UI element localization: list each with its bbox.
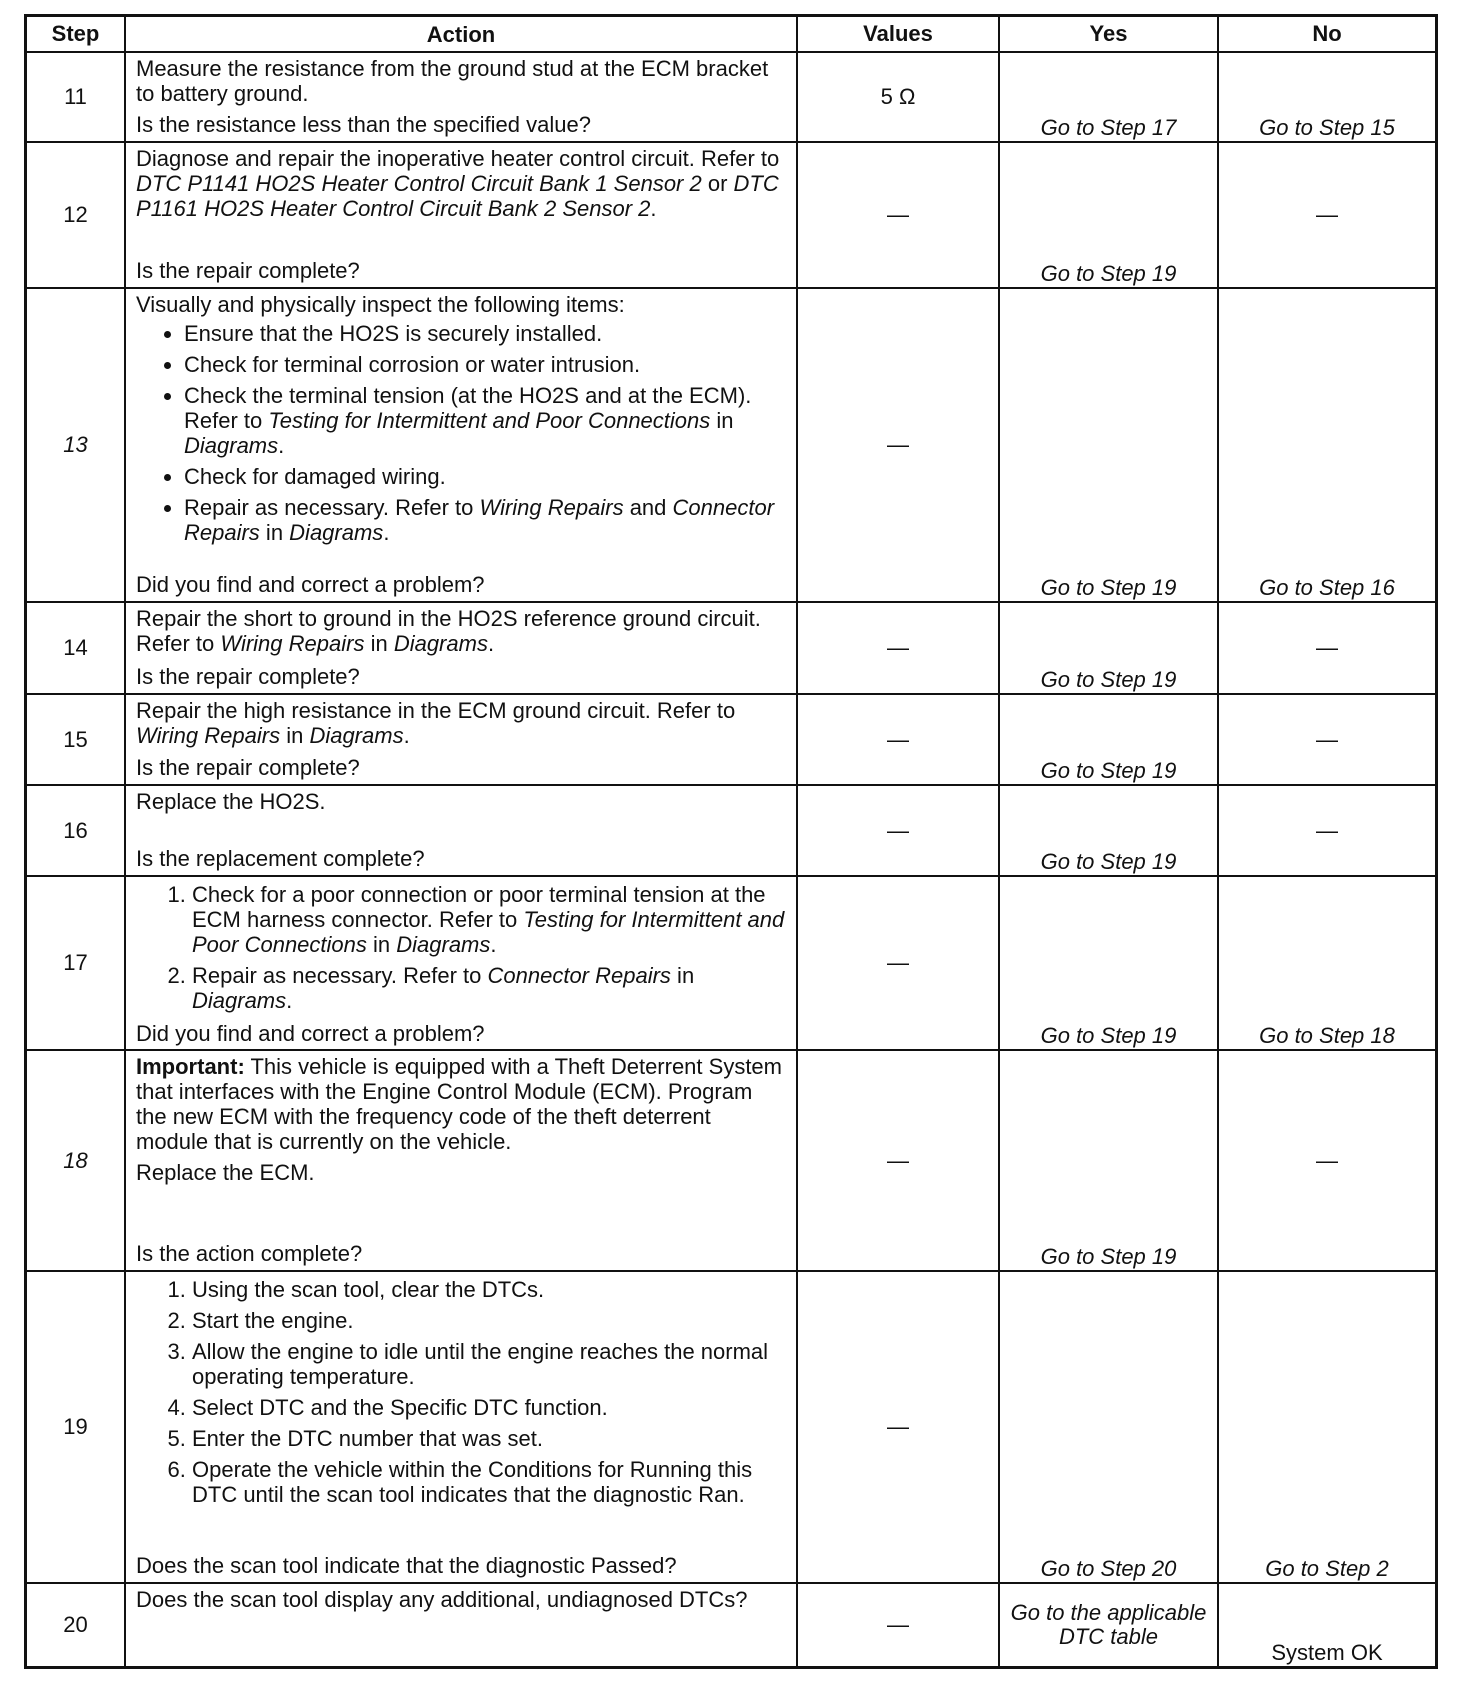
no-cell: System OK [1218,1583,1437,1668]
reference-link: Wiring Repairs [136,723,281,748]
yes-cell: Go to Step 17 [999,52,1218,142]
list-item: • Repair as necessary. Refer to Wiring Repairs and Connector Repairs in Diagrams. [184,495,786,545]
list-item: 4. Select DTC and the Specific DTC function. [192,1395,786,1420]
values-cell: — [797,694,999,785]
step-number: 12 [26,142,126,288]
reference-link: Connector Repairs [487,963,671,988]
table-row [26,288,1437,602]
step-number: 15 [26,694,126,785]
list-item: 3. Allow the engine to idle until the engine reaches the normal operating temperature. [192,1339,786,1389]
yes-cell: Go to Step 19 [999,876,1218,1050]
list-item: • Ensure that the HO2S is securely installed. [184,321,786,346]
action-question: Is the repair complete? [136,755,360,780]
reference-link: DTC P1141 HO2S Heater Control Circuit Bank 1 Sensor 2 [136,171,702,196]
step-number: 14 [26,602,126,694]
action-cell [125,288,797,602]
yes-cell: Go to Step 19 [999,1050,1218,1271]
action-cell [125,785,797,876]
table-row [26,1050,1437,1271]
step-number: 11 [26,52,126,142]
table-row [26,785,1437,876]
list-item: • Check for terminal corrosion or water intrusion. [184,352,786,377]
action-question: Did you find and correct a problem? [136,1021,485,1046]
values-cell: — [797,1050,999,1271]
action-cell [125,1050,797,1271]
step-number: 18 [26,1050,126,1271]
reference-link: Diagrams [309,723,404,748]
procedure-list [136,1277,786,1507]
header-no: No [1218,16,1437,53]
action-question: Is the repair complete? [136,664,360,689]
action-text: Replace the HO2S. [136,789,326,814]
header-yes: Yes [999,16,1218,53]
no-cell: — [1218,1050,1437,1271]
step-number: 19 [26,1271,126,1583]
header-action: Action [125,16,797,53]
yes-cell: Go to the applicable DTC table [999,1583,1218,1668]
no-cell: — [1218,142,1437,288]
no-cell: — [1218,694,1437,785]
inspection-list [136,321,786,545]
values-cell: — [797,1583,999,1668]
action-text: Measure the resistance from the ground stud at the ECM bracket to battery ground. [136,56,769,106]
action-question: Is the repair complete? [136,258,360,283]
important-label: Important: [136,1054,245,1079]
reference-link: Diagrams [396,932,491,957]
list-item: • Check for damaged wiring. [184,464,786,489]
list-item: 2. Repair as necessary. Refer to Connector Repairs in Diagrams. [192,963,786,1013]
action-intro: Visually and physically inspect the following items: [136,292,625,317]
no-cell: Go to Step 15 [1218,52,1437,142]
reference-link: Diagrams [184,433,279,458]
important-note: Important: This vehicle is equipped with a Theft Deterrent System that interfaces with the Engine Control Module (ECM). Program the new ECM with the frequency code of the theft deterrent module that is currently on the vehicle. [136,1054,782,1154]
action-text: Repair the high resistance in the ECM ground circuit. Refer to Wiring Repairs in Diagrams. [136,698,736,748]
header-step: Step [26,16,126,53]
list-item: 1. Check for a poor connection or poor terminal tension at the ECM harness connector. Refer to Testing for Intermittent and Poor Connections in Diagrams. [192,882,786,957]
yes-cell: Go to Step 20 [999,1271,1218,1583]
action-question: Is the action complete? [136,1241,363,1266]
list-item: 6. Operate the vehicle within the Conditions for Running this DTC until the scan tool indicates that the diagnostic Ran. [192,1457,786,1507]
step-number: 16 [26,785,126,876]
no-cell: Go to Step 2 [1218,1271,1437,1583]
table-row [26,694,1437,785]
action-text: Diagnose and repair the inoperative heater control circuit. Refer to DTC P1141 HO2S Heater Control Circuit Bank 1 Sensor 2 or DTC P1161 HO2S Heater Control Circuit Bank 2 Sensor 2. [136,146,780,221]
table-row [26,1271,1437,1583]
yes-cell: Go to Step 19 [999,694,1218,785]
reference-link: Diagrams [192,988,287,1013]
header-values: Values [797,16,999,53]
values-cell: 5 Ω [797,52,999,142]
action-text: Repair the short to ground in the HO2S reference ground circuit. Refer to Wiring Repairs in Diagrams. [136,606,761,656]
yes-cell: Go to Step 19 [999,785,1218,876]
action-cell [125,602,797,694]
reference-link: Testing for Intermittent and Poor Connections [268,408,711,433]
table-row [26,602,1437,694]
step-number: 13 [26,288,126,602]
action-cell [125,1271,797,1583]
list-item: • Check the terminal tension (at the HO2S and at the ECM). Refer to Testing for Intermittent and Poor Connections in Diagrams. [184,383,786,458]
reference-link: Wiring Repairs [220,631,365,656]
list-item: 2. Start the engine. [192,1308,786,1333]
action-question: Does the scan tool indicate that the diagnostic Passed? [136,1553,677,1578]
action-cell [125,694,797,785]
reference-link: Wiring Repairs [479,495,624,520]
header-row [26,16,1437,53]
action-question: Did you find and correct a problem? [136,572,485,597]
list-item: 5. Enter the DTC number that was set. [192,1426,786,1451]
action-question: Is the resistance less than the specified value? [136,112,591,137]
reference-link: Connector Repairs [184,495,775,545]
step-number: 20 [26,1583,126,1668]
reference-link: DTC P1161 HO2S Heater Control Circuit Bank 2 Sensor 2 [136,171,779,221]
values-cell: — [797,602,999,694]
values-cell: — [797,785,999,876]
values-cell: — [797,1271,999,1583]
step-number: 17 [26,876,126,1050]
table-row [26,876,1437,1050]
no-cell: — [1218,602,1437,694]
action-cell [125,1583,797,1668]
list-item: 1. Using the scan tool, clear the DTCs. [192,1277,786,1302]
reference-link: Diagrams [289,520,384,545]
no-cell: Go to Step 16 [1218,288,1437,602]
table-row [26,1583,1437,1668]
reference-link: Diagrams [393,631,488,656]
action-cell [125,52,797,142]
values-cell: — [797,142,999,288]
procedure-list [136,882,786,1013]
values-cell: — [797,288,999,602]
no-cell: — [1218,785,1437,876]
diagnostic-table [24,14,1438,1669]
table-row [26,52,1437,142]
reference-link: Testing for Intermittent and Poor Connections [192,907,785,957]
yes-cell: Go to Step 19 [999,602,1218,694]
yes-cell: Go to Step 19 [999,142,1218,288]
no-cell: Go to Step 18 [1218,876,1437,1050]
action-question: Is the replacement complete? [136,846,425,871]
action-text: Replace the ECM. [136,1160,315,1185]
values-cell: — [797,876,999,1050]
yes-cell: Go to Step 19 [999,288,1218,602]
action-cell [125,142,797,288]
table-row [26,142,1437,288]
action-cell [125,876,797,1050]
action-question: Does the scan tool display any additional, undiagnosed DTCs? [136,1587,748,1612]
